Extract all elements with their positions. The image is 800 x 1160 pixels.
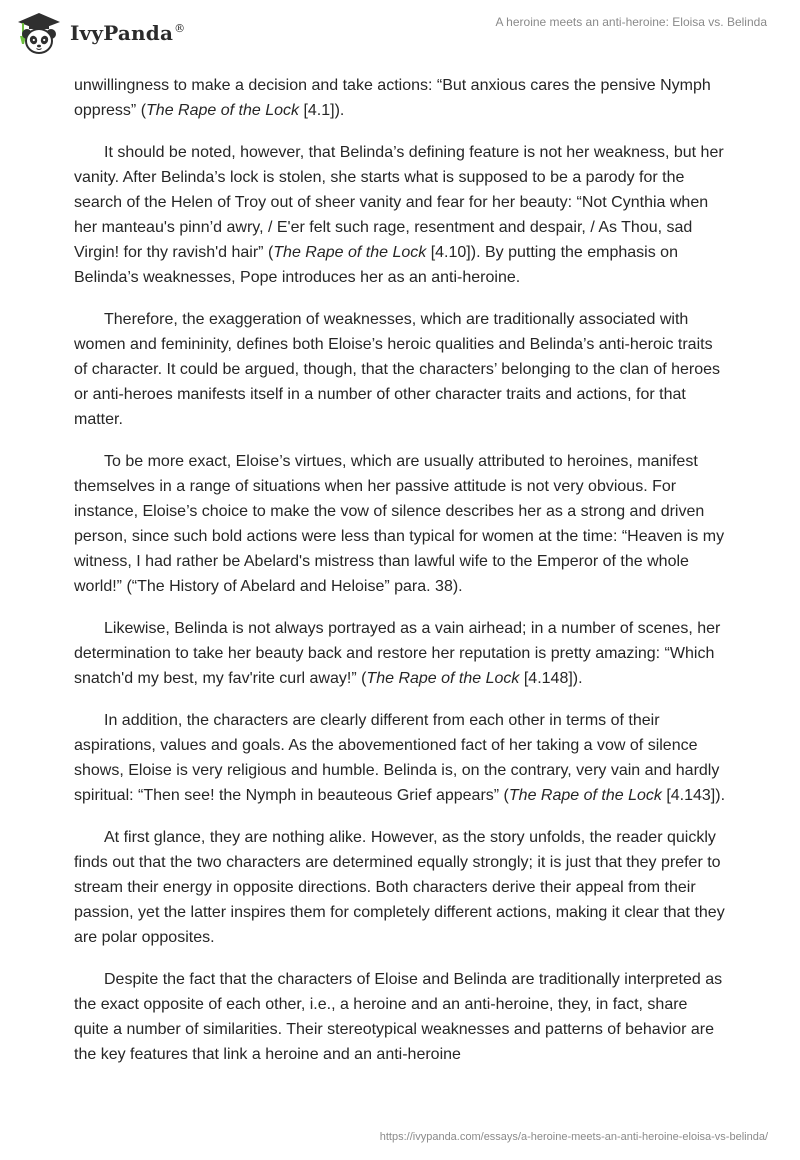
brand-name: IvyPanda® [70,21,186,45]
registered-mark: ® [174,22,186,36]
brand-logo[interactable] [14,10,185,56]
paragraph-text: Therefore, the exaggeration of weaknesses, which are traditionally associated with women and femininity, defines both Eloise’s heroic qualities and Belinda’s anti-heroic traits of character. It could be argued, though, that the characters’ belonging to the clan of heroes or anti-heroes manifests itself in a number of other character traits and actions, for that matter. [74,311,721,428]
paragraph-text: unwillingness to make a decision and take actions: “But anxious cares the pensive Nymph oppress” ( [74,77,711,119]
paragraph-text: [4.10]). By putting the emphasis on Belinda’s weaknesses, Pope introduces her as an anti-heroine. [74,244,678,286]
essay-paragraph [74,825,726,950]
essay-paragraph [74,616,726,691]
essay-paragraph [74,708,726,808]
essay-paragraph [74,73,726,123]
paragraph-text: Likewise, Belinda is not always portrayed as a vain airhead; in a number of scenes, her determination to take her beauty back and restore her reputation is pretty amazing: “Which snatch'd my best, my fav'rite curl away!” ( [74,620,721,687]
essay-paragraph [74,140,726,290]
essay-paragraph [74,967,726,1067]
panda-graduation-cap-icon [14,10,64,56]
paragraph-text: At first glance, they are nothing alike. However, as the story unfolds, the reader quickly finds out that the two characters are determined equally strongly; it is just that they prefer to stream their energy in opposite directions. Both characters derive their appeal from their passion, yet the latter inspires them for completely different actions, making it clear that they are polar opposites. [74,829,725,946]
paragraph-text: [4.143]). [661,787,726,804]
document-title: A heroine meets an anti-heroine: Eloisa vs. Belinda [495,15,767,29]
page-header [0,0,800,72]
paragraph-text: [4.1]). [299,102,345,119]
work-title: The Rape of the Lock [366,670,520,687]
paragraph-text: [4.148]). [519,670,583,687]
essay-paragraph [74,449,726,599]
paragraph-text: It should be noted, however, that Belinda’s defining feature is not her weakness, but her vanity. After Belinda’s lock is stolen, she starts what is supposed to be a parody for the search of the Helen of Troy out of sheer vanity and fear for her beauty: “Not Cynthia when her manteau's pinn’d awry, / E'er felt such rage, resentment and despair, / As Thou, sad Virgin! for thy ravish'd hair” ( [74,144,724,261]
work-title: The Rape of the Lock [273,244,427,261]
paragraph-text: To be more exact, Eloise’s virtues, which are usually attributed to heroines, manifest themselves in a range of situations when her passive attitude is not very obvious. For instance, Eloise’s choice to make the vow of silence describes her as a strong and driven person, since such bold actions were less than typical for women at the time: “Heaven is my witness, I had rather be Abelard's mistress than lawful wife to the Emperor of the whole world!” (“The History of Abelard and Heloise” para. 38). [74,453,725,595]
work-title: The Rape of the Lock [146,102,300,119]
source-url[interactable]: https://ivypanda.com/essays/a-heroine-meets-an-anti-heroine-eloisa-vs-belinda/ [379,1131,768,1143]
paragraph-text: In addition, the characters are clearly different from each other in terms of their aspirations, values and goals. As the abovementioned fact of her taking a vow of silence shows, Eloise is very religious and humble. Belinda is, on the contrary, very vain and hardly spiritual: “Then see! the Nymph in beauteous Grief appears” ( [74,712,720,804]
work-title: The Rape of the Lock [508,787,662,804]
paragraph-text: Despite the fact that the characters of Eloise and Belinda are traditionally interpreted as the exact opposite of each other, i.e., a heroine and an anti-heroine, they, in fact, share quite a number of similarities. Their stereotypical weaknesses and patterns of behavior are the key features that link a heroine and an anti-heroine [74,971,723,1063]
essay-paragraph [74,307,726,432]
essay-body [74,73,726,1084]
